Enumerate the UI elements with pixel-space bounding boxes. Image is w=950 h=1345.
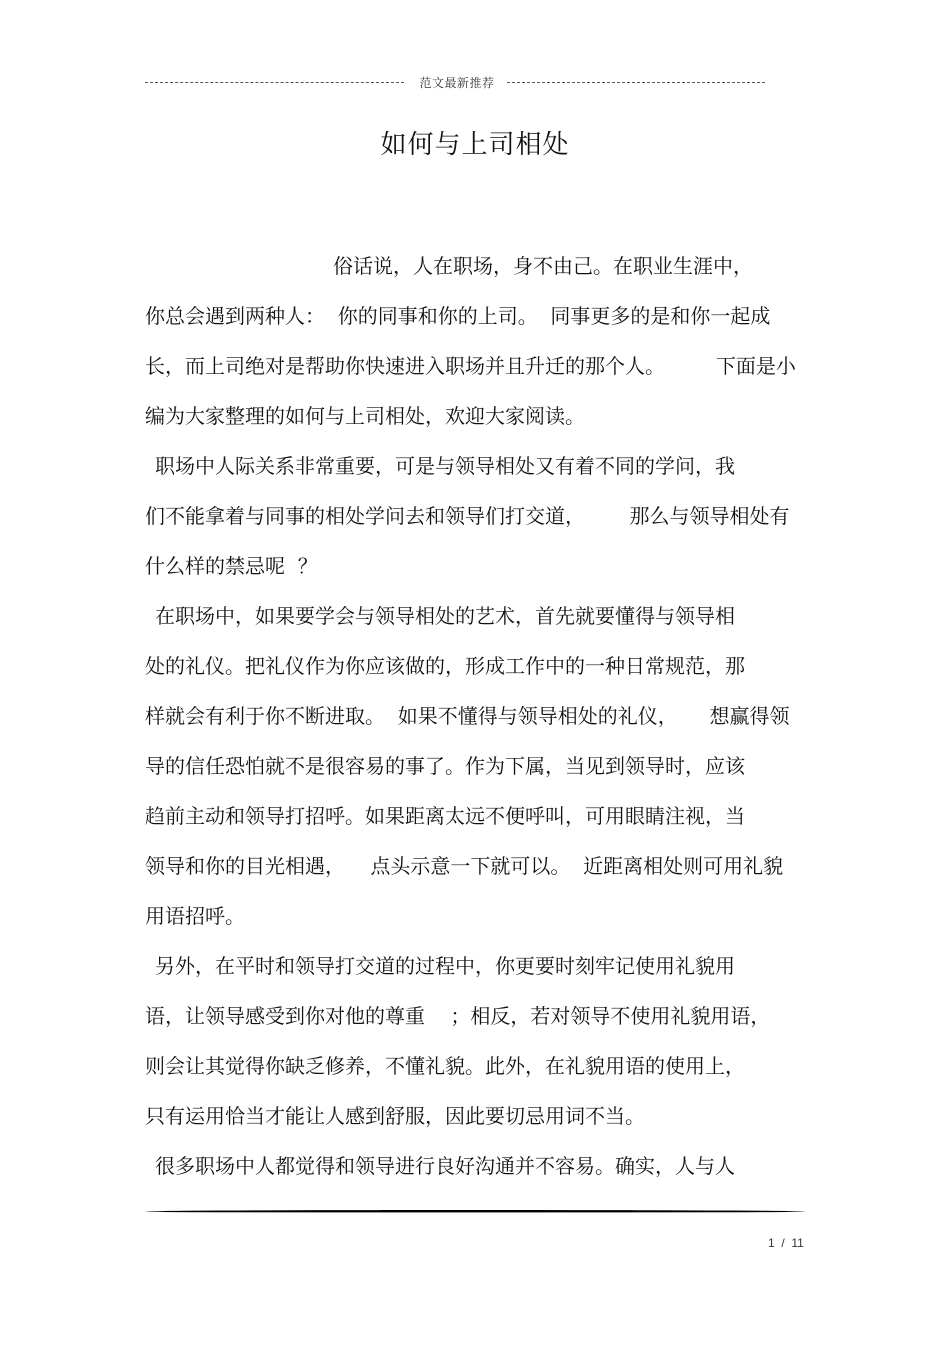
- page-header: [145, 72, 765, 92]
- footer-rule: [145, 1210, 805, 1213]
- body-line: 处的礼仪。把礼仪作为你应该做的，形成工作中的一种日常规范，那: [145, 654, 745, 678]
- body-line: 在职场中，如果要学会与领导相处的艺术，首先就要懂得与领导相: [155, 604, 735, 628]
- body-line: 用语招呼。: [145, 904, 245, 928]
- body-line: 只有运用恰当才能让人感到舒服，因此要切忌用词不当。: [145, 1104, 645, 1128]
- page-number: 1 / 11: [768, 1236, 804, 1250]
- body-line: 领导和你的目光相遇， 点头示意一下就可以。 近距离相处则可用礼貌: [145, 854, 784, 878]
- body-line: 导的信任恐怕就不是很容易的事了。作为下属，当见到领导时，应该: [145, 754, 745, 778]
- body-line: 语，让领导感受到你对他的尊重 ；相反，若对领导不使用礼貌用语，: [145, 1004, 771, 1028]
- body-line: 俗话说，人在职场，身不由己。在职业生涯中，: [333, 254, 753, 278]
- body-line: 很多职场中人都觉得和领导进行良好沟通并不容易。确实，人与人: [155, 1154, 735, 1178]
- body-line: 们不能拿着与同事的相处学问去和领导们打交道， 那么与领导相处有: [145, 504, 790, 528]
- header-text: 范文最新推荐: [419, 75, 495, 90]
- header-dashed-rule-right: [507, 82, 766, 83]
- header-dashed-rule-left: [145, 82, 404, 83]
- body-line: 职场中人际关系非常重要，可是与领导相处又有着不同的学问，我: [155, 454, 735, 478]
- body-line: 长，而上司绝对是帮助你快速进入职场并且升迁的那个人。 下面是小: [145, 354, 796, 378]
- body-line: 什么样的禁忌呢 ？: [145, 554, 318, 578]
- document-title: 如何与上司相处: [380, 130, 570, 160]
- body-line: 趋前主动和领导打招呼。如果距离太远不便呼叫，可用眼睛注视，当: [145, 804, 745, 828]
- body-line: 样就会有利于你不断进取。 如果不懂得与领导相处的礼仪， 想赢得领: [145, 704, 790, 728]
- body-line: 另外，在平时和领导打交道的过程中，你更要时刻牢记使用礼貌用: [155, 954, 735, 978]
- body-line: 编为大家整理的如何与上司相处，欢迎大家阅读。: [145, 404, 585, 428]
- body-line: 则会让其觉得你缺乏修养，不懂礼貌。此外，在礼貌用语的使用上，: [145, 1054, 745, 1078]
- body-line: 你总会遇到两种人： 你的同事和你的上司。 同事更多的是和你一起成: [145, 304, 771, 328]
